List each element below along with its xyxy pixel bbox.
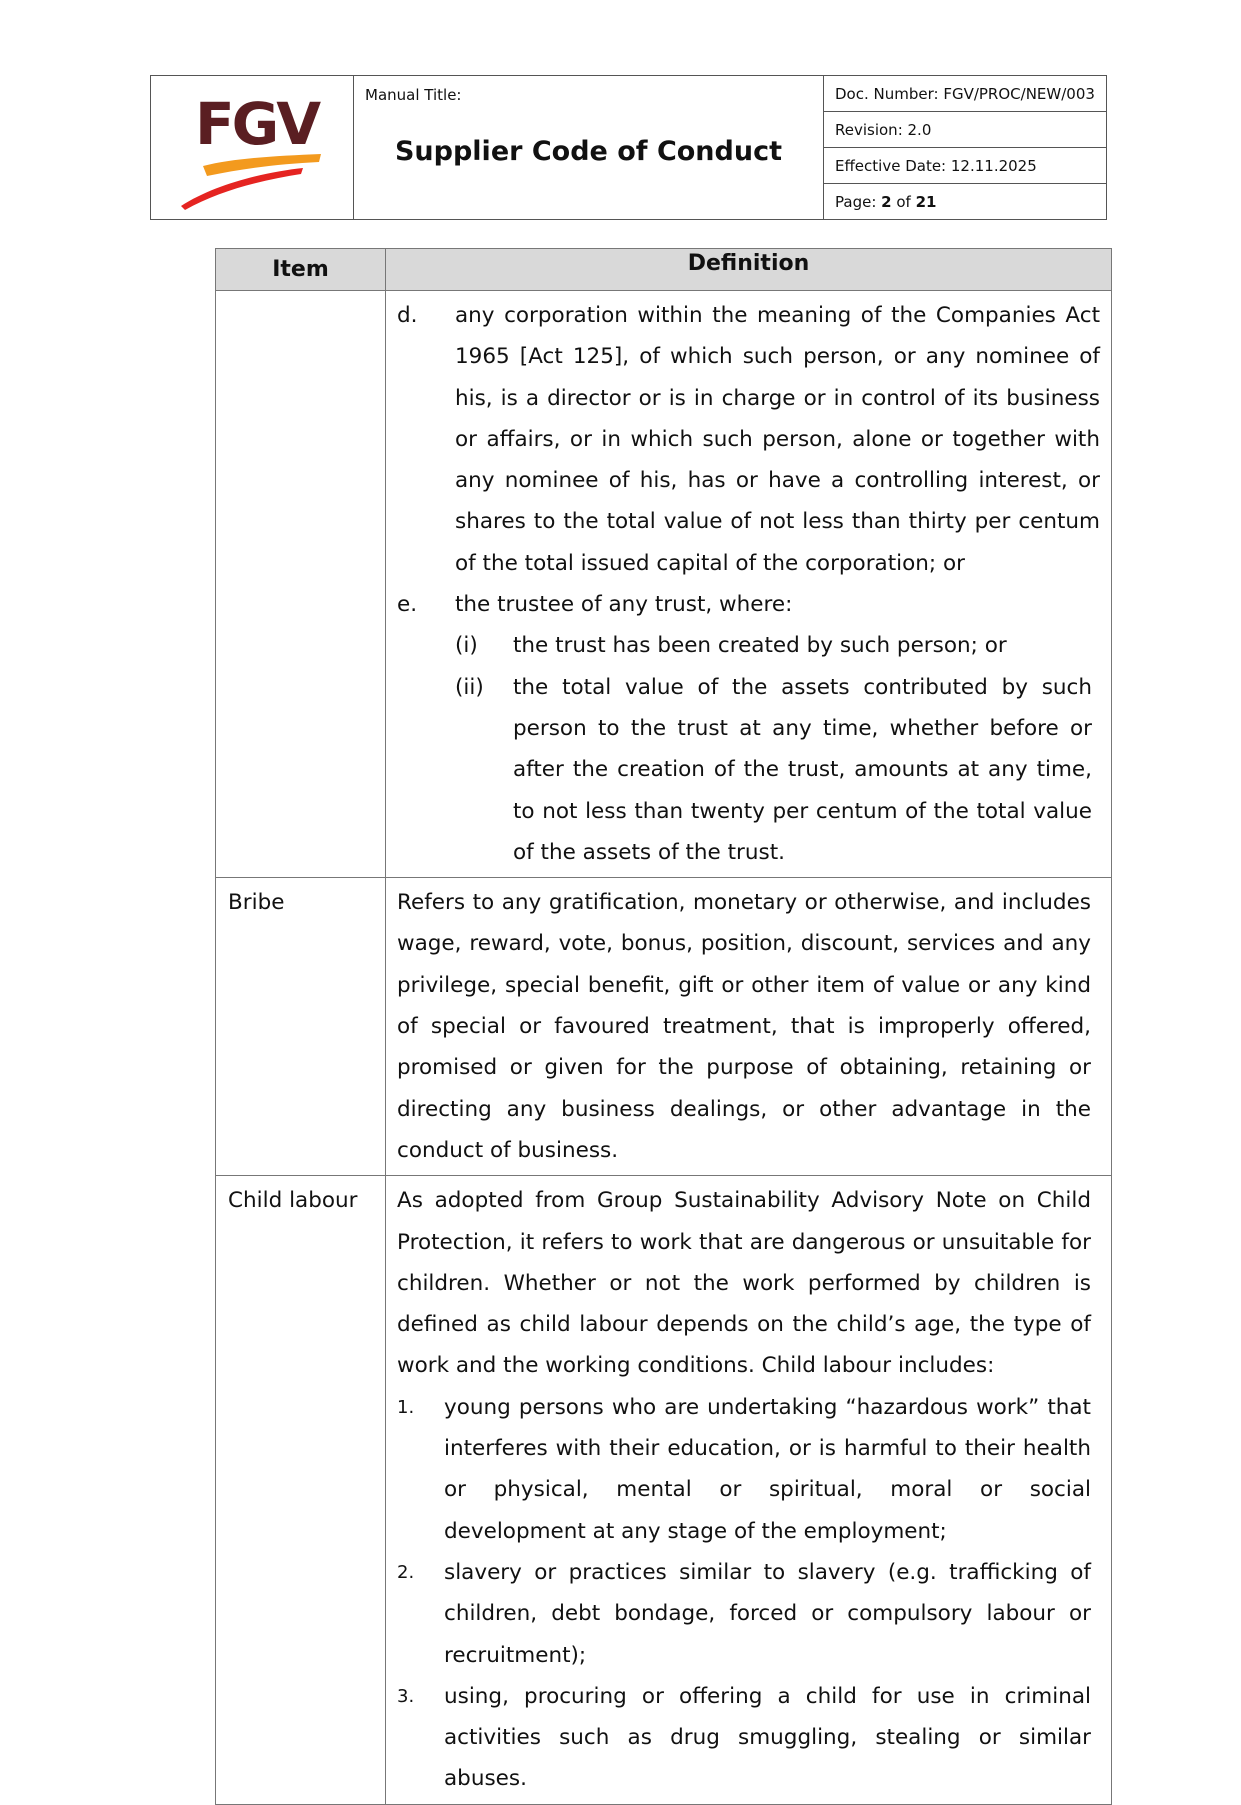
logo-cell: [151, 76, 354, 219]
list-marker: 1.: [397, 1396, 415, 1418]
list-item: [397, 295, 1100, 584]
table-row: [216, 878, 1112, 1176]
document-header: [150, 75, 1107, 220]
page-number: [824, 184, 1106, 219]
list-marker: (ii): [455, 674, 484, 700]
doc-number: Doc. Number: FGV/PROC/NEW/003: [824, 76, 1106, 112]
definition-cell: [386, 878, 1112, 1176]
list-text: using, procuring or offering a child for use in criminal activities such as drug smuggling, stealing or similar abuses.: [444, 1683, 1091, 1792]
list-marker: e.: [397, 592, 418, 618]
definition-cell: [386, 1176, 1112, 1804]
list-item: [397, 1552, 1091, 1676]
page-prefix: Page:: [835, 192, 882, 211]
definition-text: As adopted from Group Sustainability Advisory Note on Child Protection, it refers to work that are dangerous or unsuitable for children. Whether or not the work performed by children is defined as child labour depends on the child’s age, the type of work and the working conditions. Child labour includes:: [397, 1188, 1091, 1379]
page-of: of: [891, 192, 916, 211]
effective-date: Effective Date: 12.11.2025: [824, 148, 1106, 184]
document-meta: [824, 76, 1106, 219]
item-column-header: Item: [216, 249, 386, 291]
list-item: [397, 1387, 1091, 1552]
item-cell: Bribe: [216, 878, 386, 1176]
manual-title-cell: [354, 76, 824, 219]
list-text: young persons who are undertaking “hazardous work” that interferes with their education, or is harmful to their health or physical, mental or spiritual, moral or social development at any stage of the employment;: [444, 1394, 1091, 1544]
list-text: any corporation within the meaning of the Companies Act 1965 [Act 125], of which such person, or any nominee of his, is a director or is in charge or in control of its business or affairs, or in which such person, alone or together with any nominee of his, has or have a controlling interest, or shares to the total value of not less than thirty per centum of the total issued capital of the corporation; or: [455, 303, 1100, 576]
manual-title: Supplier Code of Conduct: [394, 136, 782, 167]
page-total: 21: [915, 192, 937, 211]
list-item: [397, 1676, 1091, 1800]
list-marker: 2.: [397, 1561, 415, 1583]
table-header-row: [216, 249, 1112, 291]
list-marker: 3.: [397, 1685, 415, 1707]
logo-swoosh-icon: [175, 146, 325, 216]
table-row: [216, 1176, 1112, 1804]
fgv-logo: FGV: [195, 90, 319, 158]
table-row: [216, 291, 1112, 878]
list-text: slavery or practices similar to slavery (e.g. trafficking of children, debt bondage, forced or compulsory labour or recruitment);: [444, 1559, 1091, 1668]
list-text: the trust has been created by such person; or: [513, 633, 1007, 659]
item-cell: Child labour: [216, 1176, 386, 1804]
definitions-table: [215, 248, 1112, 1805]
sub-list-item: [455, 625, 1100, 666]
item-cell: [216, 291, 386, 878]
manual-title-label: Manual Title:: [365, 86, 462, 104]
definition-column-header: Definition: [386, 249, 1112, 291]
page-current: 2: [881, 192, 892, 211]
list-marker: (i): [455, 633, 478, 659]
sub-list-item: [455, 667, 1100, 873]
revision: Revision: 2.0: [824, 112, 1106, 148]
list-text: the trustee of any trust, where:: [455, 592, 793, 618]
list-text: the total value of the assets contributed by such person to the trust at any time, whether before or after the creation of the trust, amounts at any time, to not less than twenty per centum of the total value of the assets of the trust.: [513, 674, 1092, 865]
definition-cell: [386, 291, 1112, 878]
definition-text: Refers to any gratification, monetary or otherwise, and includes wage, reward, vote, bonus, position, discount, services and any privilege, special benefit, gift or other item of value or any kind of special or favoured treatment, that is improperly offered, promised or given for the purpose of obtaining, retaining or directing any business dealings, or other advantage in the conduct of business.: [397, 890, 1091, 1163]
list-item: [397, 584, 1100, 625]
list-marker: d.: [397, 303, 418, 328]
